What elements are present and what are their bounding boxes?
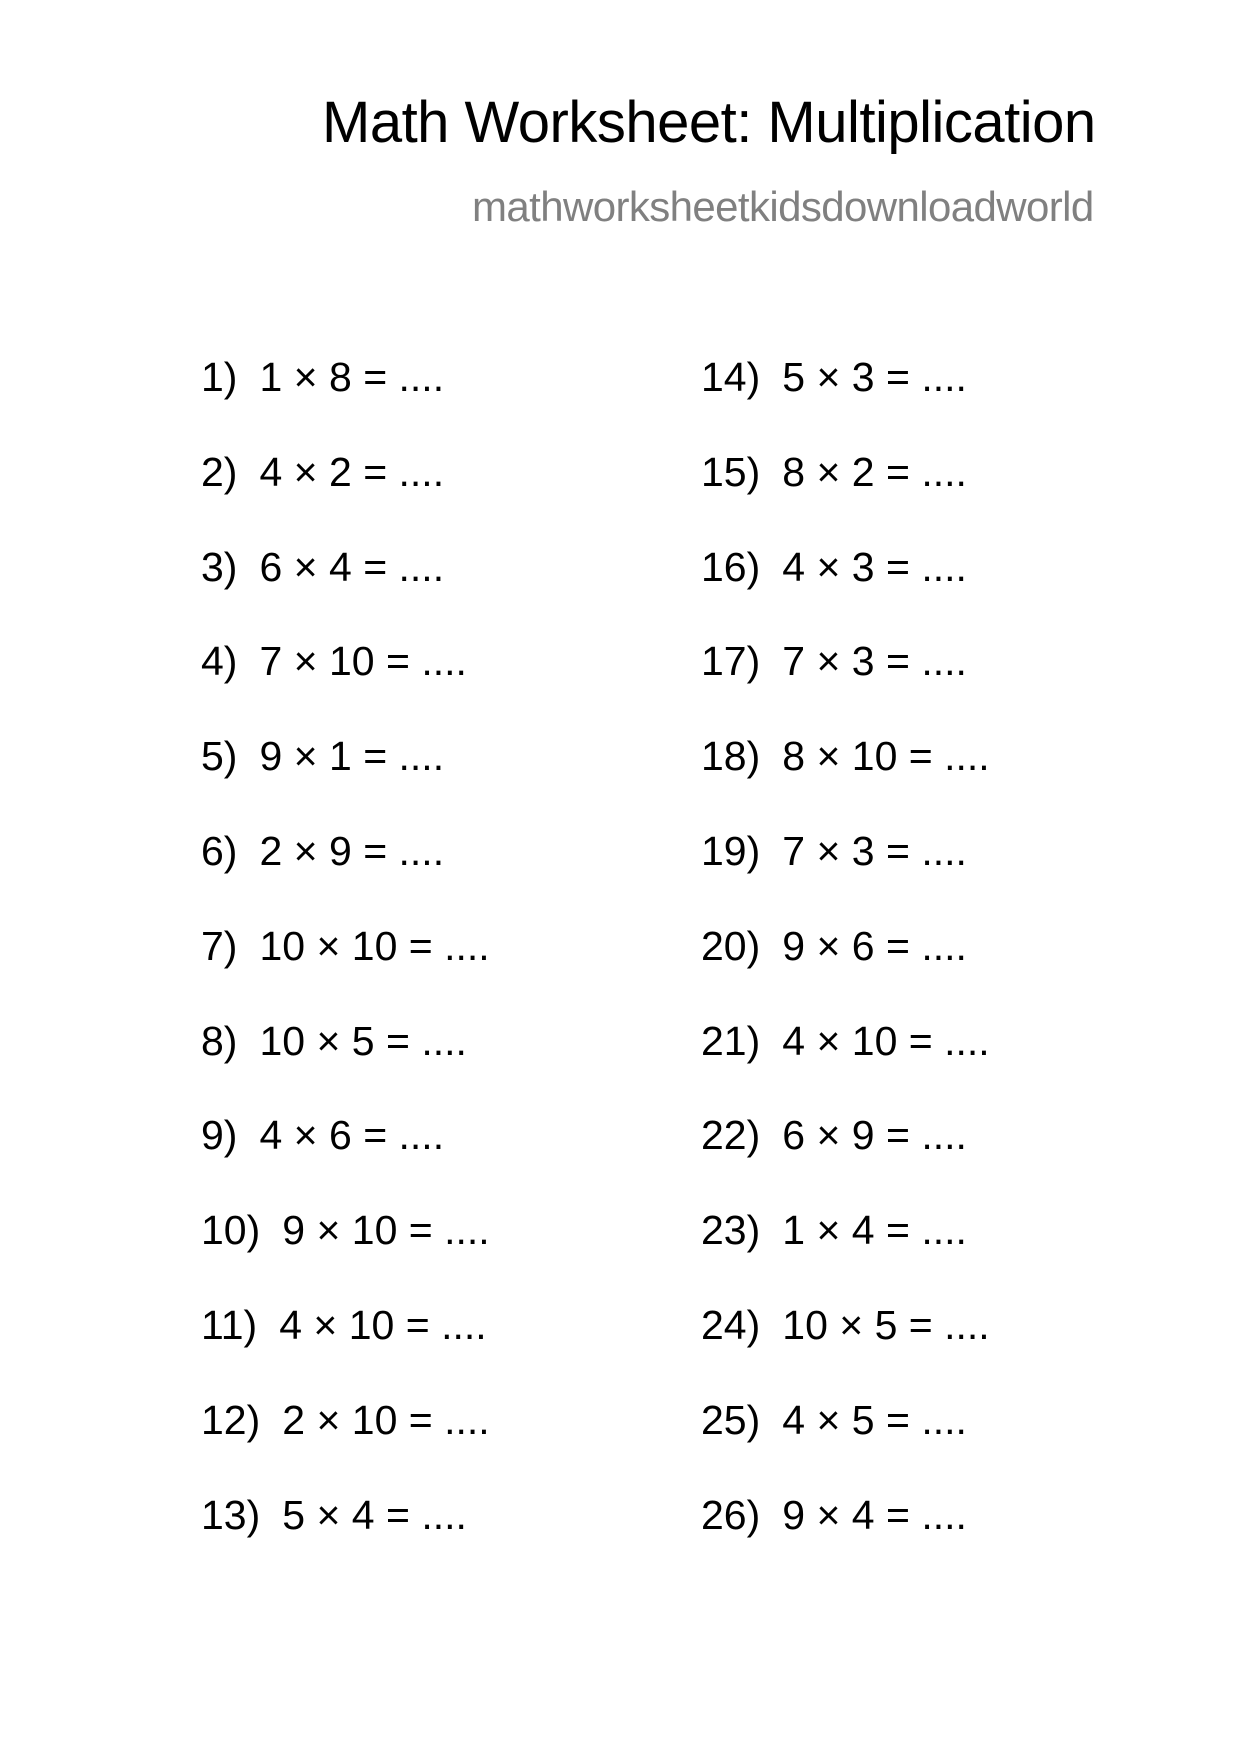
problem-item: [701, 1300, 990, 1395]
problem-number: 13): [201, 1491, 261, 1538]
problem-number: 17): [701, 638, 761, 685]
problem-expression: 6 × 9 = ....: [782, 1112, 967, 1159]
problem-item: [201, 1110, 490, 1205]
problem-item: [701, 1490, 990, 1585]
problem-item: [201, 1205, 490, 1300]
problem-number: 21): [701, 1017, 761, 1064]
problem-number: 19): [701, 827, 761, 874]
problem-expression: 8 × 10 = ....: [782, 733, 990, 780]
problem-expression: 9 × 1 = ....: [259, 733, 445, 780]
problem-number: 15): [701, 448, 761, 495]
problem-item: [201, 447, 490, 542]
problem-expression: 2 × 10 = ....: [282, 1396, 490, 1443]
problem-item: [701, 447, 990, 542]
problem-number: 6): [201, 827, 238, 874]
problem-number: 20): [701, 922, 761, 969]
problem-expression: 7 × 3 = ....: [782, 638, 967, 685]
problem-item: [701, 921, 990, 1016]
problem-number: 4): [201, 638, 238, 685]
problem-expression: 4 × 2 = ....: [259, 448, 445, 495]
problem-item: [201, 1490, 490, 1585]
problem-number: 16): [701, 543, 761, 590]
problem-expression: 7 × 3 = ....: [782, 827, 967, 874]
problem-number: 12): [201, 1396, 261, 1443]
problem-expression: 9 × 10 = ....: [282, 1207, 490, 1254]
problem-item: [201, 1016, 490, 1111]
problem-expression: 9 × 6 = ....: [782, 922, 967, 969]
problem-item: [201, 1395, 490, 1490]
problem-item: [701, 826, 990, 921]
problem-item: [701, 1016, 990, 1111]
problem-item: [701, 636, 990, 731]
problem-number: 9): [201, 1112, 238, 1159]
problem-number: 18): [701, 733, 761, 780]
problem-expression: 1 × 4 = ....: [782, 1207, 967, 1254]
problem-expression: 4 × 3 = ....: [782, 543, 967, 590]
problem-number: 11): [201, 1301, 258, 1348]
problem-item: [701, 352, 990, 447]
problem-item: [701, 542, 990, 637]
problem-expression: 9 × 4 = ....: [782, 1491, 967, 1538]
worksheet-title: Math Worksheet: Multiplication: [322, 90, 1096, 155]
problem-number: 24): [701, 1301, 761, 1348]
problem-item: [701, 1205, 990, 1300]
worksheet-subtitle: mathworksheetkidsdownloadworld: [472, 183, 1094, 230]
problem-expression: 6 × 4 = ....: [259, 543, 445, 590]
problem-expression: 10 × 5 = ....: [259, 1017, 467, 1064]
problem-number: 10): [201, 1207, 261, 1254]
problem-item: [201, 1300, 490, 1395]
problem-expression: 7 × 10 = ....: [259, 638, 467, 685]
problem-item: [201, 921, 490, 1016]
problem-number: 26): [701, 1491, 761, 1538]
problem-expression: 4 × 10 = ....: [782, 1017, 990, 1064]
problem-item: [701, 1395, 990, 1490]
problem-number: 5): [201, 733, 238, 780]
problem-item: [201, 636, 490, 731]
problems-left-column: [201, 352, 490, 1584]
problem-number: 3): [201, 543, 238, 590]
problem-number: 22): [701, 1112, 761, 1159]
problems-right-column: [701, 352, 990, 1584]
problem-number: 8): [201, 1017, 238, 1064]
problem-expression: 5 × 4 = ....: [282, 1491, 467, 1538]
problem-expression: 10 × 10 = ....: [259, 922, 490, 969]
problem-expression: 4 × 5 = ....: [782, 1396, 967, 1443]
problem-number: 1): [201, 354, 238, 400]
problem-number: 23): [701, 1207, 761, 1254]
problem-number: 7): [201, 922, 238, 969]
problem-expression: 4 × 10 = ....: [279, 1301, 487, 1348]
problem-expression: 8 × 2 = ....: [782, 448, 967, 495]
problem-expression: 1 × 8 = ....: [259, 354, 445, 400]
problem-item: [201, 731, 490, 826]
problem-expression: 5 × 3 = ....: [782, 354, 967, 400]
problem-item: [701, 1110, 990, 1205]
problem-expression: 2 × 9 = ....: [259, 827, 445, 874]
problem-item: [201, 352, 490, 447]
problem-item: [201, 542, 490, 637]
problem-item: [701, 731, 990, 826]
problem-number: 14): [701, 354, 761, 400]
problem-expression: 4 × 6 = ....: [259, 1112, 445, 1159]
problem-expression: 10 × 5 = ....: [782, 1301, 990, 1348]
problem-item: [201, 826, 490, 921]
problem-number: 25): [701, 1396, 761, 1443]
problem-number: 2): [201, 448, 238, 495]
